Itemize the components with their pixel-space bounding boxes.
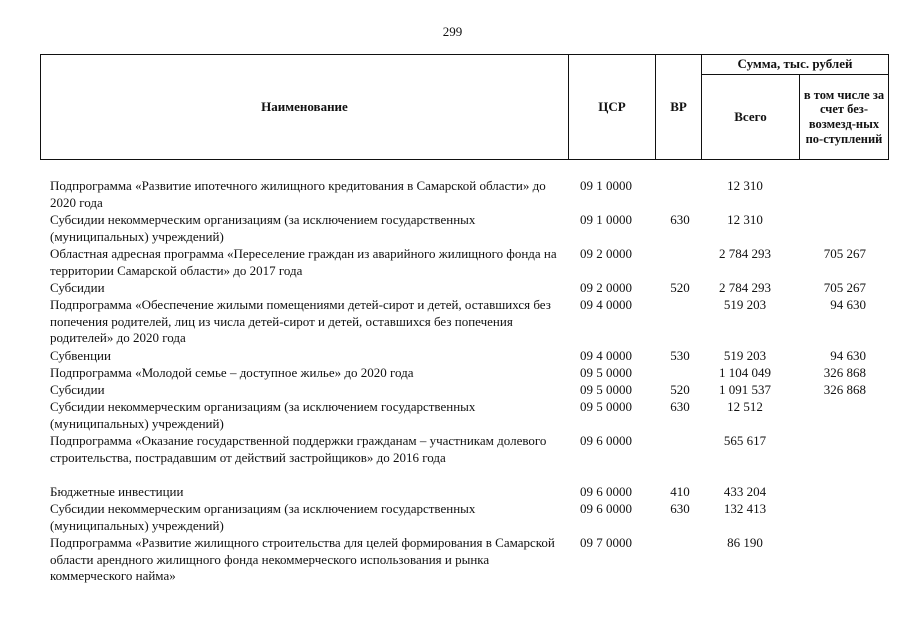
table-row (0, 246, 905, 280)
table-row (0, 399, 905, 433)
row-total: 86 190 (727, 535, 763, 550)
table-row (0, 212, 905, 246)
row-total: 519 203 (723, 297, 767, 312)
table-row (0, 297, 905, 348)
row-total: 12 310 (727, 178, 763, 193)
row-vr: 630 (670, 501, 690, 516)
header-sum: Сумма, тыс. рублей (702, 55, 889, 75)
row-total: 519 203 (723, 348, 767, 363)
row-free: 94 630 (830, 348, 866, 363)
row-free: 705 267 (823, 246, 866, 261)
row-name: Подпрограмма «Развитие ипотечного жилищного кредитования в Самарской области» до 2020 года (50, 178, 546, 210)
header-vr: ВР (656, 55, 702, 160)
page-number: 299 (442, 24, 463, 39)
row-vr: 630 (670, 212, 690, 227)
row-total: 12 310 (727, 212, 763, 227)
table-row (0, 501, 905, 535)
row-name: Подпрограмма «Развитие жилищного строительства для целей формирования в Самарской области арендного жилищного фонда некоммерческого использования и рынка коммерческого найма» (50, 535, 555, 583)
row-name: Подпрограмма «Молодой семье – доступное жилье» до 2020 года (50, 365, 414, 380)
row-csr: 09 1 0000 (580, 212, 632, 227)
row-total: 2 784 293 (719, 246, 771, 261)
row-csr: 09 5 0000 (580, 399, 632, 414)
header-csr: ЦСР (569, 55, 656, 160)
row-csr: 09 6 0000 (580, 484, 632, 499)
row-csr: 09 5 0000 (580, 365, 632, 380)
table-row (0, 178, 905, 212)
row-csr: 09 6 0000 (580, 433, 632, 448)
table-row (0, 280, 905, 297)
row-name: Субсидии некоммерческим организациям (за исключением государственных (муниципальных) учреждений) (50, 212, 476, 244)
row-csr: 09 7 0000 (580, 535, 632, 550)
row-total: 433 204 (723, 484, 767, 499)
row-name: Субсидии (50, 382, 105, 397)
row-csr: 09 1 0000 (580, 178, 632, 193)
table-header (40, 54, 889, 160)
row-free: 326 868 (823, 365, 866, 380)
row-vr: 530 (670, 348, 690, 363)
table-row (0, 535, 905, 586)
table-row (0, 348, 905, 365)
row-csr: 09 2 0000 (580, 280, 632, 295)
row-free: 94 630 (830, 297, 866, 312)
row-name: Субсидии некоммерческим организациям (за исключением государственных (муниципальных) учреждений) (50, 501, 476, 533)
table-row (0, 484, 905, 501)
table-row (0, 382, 905, 399)
row-free: 705 267 (823, 280, 866, 295)
row-total: 132 413 (723, 501, 767, 516)
header-total: Всего (702, 75, 800, 160)
row-name: Субвенции (50, 348, 111, 363)
header-free: в том числе за счет без-возмезд-ных по-ступлений (800, 75, 889, 160)
header-name: Наименование (41, 55, 569, 160)
row-vr: 410 (670, 484, 690, 499)
row-total: 565 617 (723, 433, 767, 448)
row-name: Бюджетные инвестиции (50, 484, 184, 499)
row-free: 326 868 (823, 382, 866, 397)
row-total: 12 512 (727, 399, 763, 414)
row-vr: 520 (670, 382, 690, 397)
row-csr: 09 5 0000 (580, 382, 632, 397)
row-total: 1 091 537 (719, 382, 771, 397)
row-total: 2 784 293 (719, 280, 771, 295)
row-csr: 09 4 0000 (580, 348, 632, 363)
row-name: Субсидии некоммерческим организациям (за исключением государственных (муниципальных) учреждений) (50, 399, 476, 431)
row-name: Подпрограмма «Оказание государственной поддержки гражданам – участникам долевого строительства, пострадавшим от действий застройщиков» до 2016 года (50, 433, 547, 465)
table-row (0, 433, 905, 484)
row-total: 1 104 049 (719, 365, 771, 380)
row-csr: 09 4 0000 (580, 297, 632, 312)
row-vr: 630 (670, 399, 690, 414)
row-name: Областная адресная программа «Переселение граждан из аварийного жилищного фонда на территории Самарской области» до 2017 года (50, 246, 557, 278)
table-body (0, 178, 905, 586)
row-csr: 09 6 0000 (580, 501, 632, 516)
table-row (0, 365, 905, 382)
row-name: Субсидии (50, 280, 105, 295)
row-csr: 09 2 0000 (580, 246, 632, 261)
row-name: Подпрограмма «Обеспечение жилыми помещениями детей-сирот и детей, оставшихся без попечения родителей, лиц из числа детей-сирот и детей, оставшихся без попечения родителей» до 2020 года (50, 297, 551, 345)
row-vr: 520 (670, 280, 690, 295)
